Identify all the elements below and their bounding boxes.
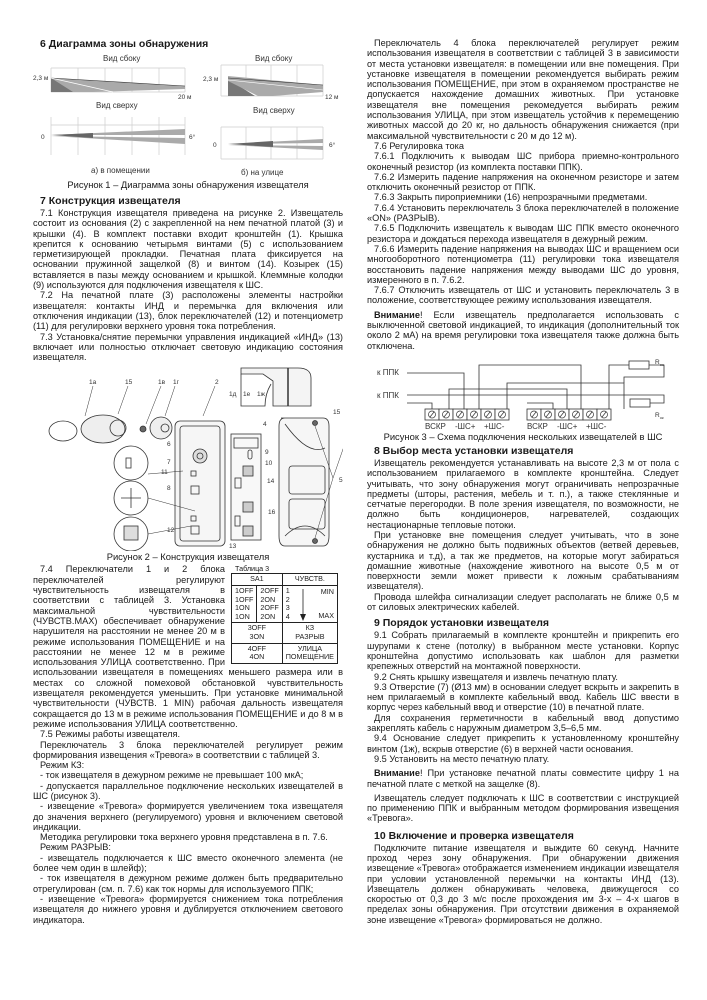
paragraph-7-5: 7.5 Режимы работы извещателя. [40,729,181,740]
warning-label: Внимание [374,768,420,779]
construction-labels [33,366,343,551]
section-8-para: При установке вне помещения следует учитывать, что в зоне обнаружения не должно быть подвижных объектов (ветвей деревьев, кустарника и т.д), а так же предметов, на которые могут забираться домашние животные (нахождение животного на высоте 0,5 м от поверхности земли может привести к ложным срабатываниям извещателя). [367,529,679,592]
method-note: Методика регулировки тока верхнего уровня представлена в п. 7.6. [40,832,328,843]
section-9-title: 9 Порядок установки извещателя [374,617,550,630]
indoor-subcaption: а) в помещении [91,166,150,175]
terminal-label: -ШС+ [455,421,476,429]
resistor-label-1: $R_{ок}$ [655,358,664,367]
end-resistor-2 [630,399,650,407]
step-7-6-4: 7.6.4 Установить переключатель 3 блока переключателей в положение «ON» (РАЗРЫВ). [367,202,679,224]
terminal-labels-2 [527,422,607,429]
resistor-label-2: $R_{ок}$ [655,411,664,420]
outdoor-top-zone-lower [228,145,323,150]
part-label: 1г [173,379,179,387]
paragraph-7-6: 7.6 Регулировка тока [374,140,464,151]
warning-current [367,310,679,351]
wires [407,365,664,409]
section-8-title: 8 Выбор места установки извещателя [374,444,574,457]
table-row [232,574,338,586]
right-column [367,38,679,925]
paragraph-7-4: 7.4 Переключатели 1 и 2 блока переключателей регулируют чувствительность извещателя в соответствии с таблицей 3. Установка максимальной чувствительности (ЧУВСТВ.MAX) обеспечивает обнаружение нарушителя на расстоянии не менее 20 м в режиме использования ПОМЕЩЕНИЕ и на расстоянии не менее 12 м в режиме использования УЛИЦА соответственно. При использовании извещателя в помещениях меньшего размера или в местах со сложной помеховой обстановкой чувствительность извещателя рекомендуется уменьшить. При установке минимальной чувствительности (ЧУВСТВ. 1 MIN) рабочая дальность извещателя сокращается до 13 м в режиме использования ПОМЕЩЕНИЕ и до 8 м в режиме использования УЛИЦА соответственно. [33,564,343,729]
terminal-label: +ШС- [586,421,607,429]
part-label: 1а [89,379,97,387]
indoor-origin-label: 0 [41,134,45,141]
terminal-label: +ШС- [484,421,505,429]
section-10-title: 10 Включение и проверка извещателя [374,829,574,842]
part-label: 6 [167,441,171,449]
step-7-6-7: 7.6.7 Отключить извещатель от ШС и установить переключатель 3 в положение, соответствующее режиму использования извещателя. [367,285,679,306]
section-10-para: Подключите питание извещателя и выждите 60 секунд. Начните проход через зону обнаружения. При обнаружении движения извещение «Тревога» отображается изменением индикации извещателя при условии установленной перемычки на контакты ИНД (13). Извещатель должен обнаруживать человека, движущегося со скоростью от 0,3 до 3 м/с после прохождения им 3-х – 4-х шагов в пределах зоны обнаружения. При отсутствии движения в охраняемой зоне извещение «Тревога» формироваться не должно. [367,842,679,925]
part-label: 8 [167,485,171,493]
indoor-angle-label: 6° [189,134,196,141]
table-row [232,586,338,623]
section-8-para: Извещатель рекомендуется устанавливать на высоте 2,3 м от пола с использованием прилагаемого в комплекте кронштейна. Следует учитывать, что зону обнаружения могут ограничивать непрозрачные предметы (шторы, растения, мебель и т. п.), а также стеклянные и сетчатые перегородки. В поле зрения извещателя, по возможности, не должно быть кондиционеров, нагревателей, создающих нестационарные тепловые потоки. [367,457,679,530]
table-3-wrapper [231,564,343,663]
outdoor-height-label: 2,3 м [203,76,219,83]
terminal-labels-1 [425,422,505,429]
mode-break-item: - извещение «Тревога» формируется снижением тока потребления извещателя до нижнего уровня и дублируется отключением светового индикатора. [33,893,343,925]
to-ppk-label-1: к ППК [377,367,399,377]
outdoor-range-label: 12 м [325,94,339,101]
terminal-label: ВСКР [425,421,446,429]
part-label: 15 [333,409,341,417]
outdoor-top-view-label: Вид сверху [253,106,295,115]
warning-text: ! Если извещатель предполагается использовать с выключенной световой индикацией, то индикация (дополнительный ток около 2 мА) на время регулировки тока извещателя также должна быть отключена. [367,309,679,351]
mode-break-item: - ток извещателя в дежурном режиме должен быть предварительно отрегулирован (см. п. 7.6) как ток нормы для используемого ППК; [33,873,343,894]
part-label: 16 [268,509,276,517]
end-resistor-1 [629,361,649,369]
part-label: 1е [243,391,251,399]
section-8-para: Провода шлейфа сигнализации следует располагать не ближе 0,5 м от силовых электрических кабелей. [367,591,679,613]
outdoor-subcaption: б) на улице [241,168,284,177]
terminal-block-1 [425,409,509,420]
table-cell-sw2: 2OFF 2ON 2OFF 2ON [257,586,282,623]
terminal-label: -ШС+ [557,421,578,429]
step-7-6-6: 7.6.6 Измерить падение напряжения на выводах ШС и вращением оси многооборотного потенциометра (11) регулировки тока извещателя восстановить падение напряжения между выводами ШС до уровня, измеренного в п. 7.6.2. [367,243,679,285]
table-cell-mode3: КЗ РАЗРЫВ [282,623,337,643]
mode-break-item: - извещатель подключается к ШС вместо оконечного элемента (не более чем один в шлейф); [33,852,343,874]
section-7-title: 7 Конструкция извещателя [40,195,181,207]
part-label: 1в [158,379,166,387]
table-row [232,643,338,663]
step-7-6-1: 7.6.1 Подключить к выводам ШС прибора приемно-контрольного оконечный резистор (из комплекта поставки ППК). [367,151,679,172]
section-6-title: 6 Диаграмма зоны обнаружения [40,38,209,50]
part-label: 5 [339,477,343,485]
indoor-top-zone-lower [51,136,185,144]
part-label: 11 [161,469,168,477]
figure-3-caption: Рисунок 3 – Схема подключения нескольких извещателей в ШС [383,430,663,442]
mode-kz-item: - ток извещателя в дежурном режиме не превышает 100 мкА; [40,770,304,781]
section-9-para: Для сохранения герметичности в кабельный ввод допустимо закреплять кабель с наружным диаметром 3,5–6,5 мм. [367,712,679,734]
left-column [33,38,343,925]
terminal-label: ВСКР [527,421,548,429]
paragraph-switch-4: Переключатель 4 блока переключателей регулирует режим использования извещателя в соответствии с таблицей 3 в зависимости от места установки извещателя: в помещении или вне помещения. При установке извещателя в помещении рекомендуется выбирать режим использования ПОМЕЩЕНИЕ, при этом в охраняемом пространстве не допускается нахождение домашних животных. При установке извещателя вне помещения рекомедуется выбирать режим использования УЛИЦА, при этом извещатель устойчив к перемещению животных массой до 20 кг, но дальность обнаружения снижается (при максимальной чувствительности с 20 м до 12 м). [367,38,679,141]
section-9-final: Извещатель следует подключать к ШС в соответствии с инструкцией по применению ППК и выбранным методом формирования извещения «Тревога». [367,792,679,824]
paragraph-7-5-mode: Переключатель 3 блока переключателей регулирует режим формирования извещения «Тревога» в соответствии с таблицей 3. [33,739,343,760]
figure-1-detection-zone [33,51,343,201]
part-label: 7 [167,459,171,467]
mode-kz-item: - извещение «Тревога» формируется увеличением тока извещателя до значения верхнего (регулируемого) уровня и включением световой индикации. [33,801,343,832]
sens-max-label: MAX [318,610,334,620]
part-label: 15 [125,379,133,387]
indoor-height-label: 2,3 м [33,75,49,82]
step-7-6-3: 7.6.3 Закрыть пироприемники (16) непрозрачными предметами. [374,192,648,203]
outdoor-side-view-label: Вид сбоку [255,54,293,63]
table-cell-mode4: УЛИЦА ПОМЕЩЕНИЕ [282,643,337,663]
figure-2-caption: Рисунок 2 – Конструкция извещателя [106,551,270,563]
sens-min-label: MIN [320,587,334,597]
outdoor-origin-label: 0 [213,142,217,149]
terminal-block-2 [527,409,611,420]
table-cell-sw4: 4OFF 4ON [232,643,283,663]
wiring-diagram [367,355,679,429]
table-header-sens: ЧУВСТВ. [282,574,337,586]
indoor-range-label: 20 м [178,94,192,101]
indoor-top-view-label: Вид сверху [96,101,138,110]
section-9-para: 9.4 Основание следует прикрепить к установленному кронштейну винтом (1ж), вскрыв отверстие (6) в верхней части основания. [367,733,679,754]
figure-3-wiring [367,355,679,441]
table-row [232,623,338,643]
table-cell-sw1: 1OFF 1OFF 1ON 1ON [232,586,257,623]
warning-text: ! При установке печатной платы совместите цифру 1 на печатной плате с меткой на защелке (8). [367,768,679,789]
part-label: 13 [229,543,237,551]
part-label: 10 [265,460,273,468]
table-cell-sw3: 3OFF 3ON [232,623,283,643]
part-label: 4 [263,421,267,429]
figure-2-construction [33,366,343,564]
step-7-6-5: 7.6.5 Подключить извещатель к выводам ШС ППК вместо оконечного резистора и дождаться перехода извещателя в дежурный режим. [367,223,679,244]
figure-1-caption: Рисунок 1 – Диаграмма зоны обнаружения извещателя [67,179,309,190]
warning-label: Внимание [374,309,420,320]
section-9-para: 9.3 Отверстие (7) (Ø13 мм) в основании следует вскрыть и закрепить в нем прилагаемый в комплекте кабельный ввод. Кабель ШС ввести в корпус через кабельный ввод и отверстие (10) в печатной плате. [367,681,679,713]
outdoor-angle-label: 6° [329,142,336,149]
table-cell-sensitivity: 1 2 3 4 MIN MAX [282,586,337,623]
section-9-para: 9.1 Собрать прилагаемый в комплекте кронштейн и прикрепить его шурупами к стене (потолку) в выбранном месте установки. Корпус кронштейна допустимо использовать как шаблон для разметки крепежных отверстий на монтажной поверхности. [367,630,679,672]
paragraph-7-1: 7.1 Конструкция извещателя приведена на рисунке 2. Извещатель состоит из основания (2) с закрепленной на нем печатной платой (3) и крышки (4). В комплект поставки входит кронштейн (1). Крышка крепится к основанию четырьмя винтами (5) с использованием герметизирующей прокладки. Печатная плата фиксируется на основании пружинной защелкой (8) и винтом (14). Козырек (15) вставляется в пазы между основанием и крышкой. Клеммные колодки (9) используются для подключения извещателя к ШС. [33,208,343,291]
table-3-title: Таблица 3 [235,564,270,574]
part-label: 1д [229,391,237,399]
table-3 [231,573,338,663]
part-label: 12 [167,527,175,535]
section-9-para: 9.5 Установить на место печатную плату. [374,753,550,764]
mode-break-title: Режим РАЗРЫВ: [40,842,111,853]
part-label: 2 [215,379,219,387]
indoor-side-view-label: Вид сбоку [103,54,141,63]
mode-kz-item: - допускается параллельное подключение нескольких извещателей в ШС (рисунок 3). [33,780,343,801]
part-label: 1ж [257,391,265,399]
step-7-6-2: 7.6.2 Измерить падение напряжения на оконечном резисторе и затем отключить оконечный резистор от ППК. [367,171,679,193]
arrow-down-icon [300,589,306,621]
sensitivity-block [33,564,343,729]
section-9-para: 9.2 Снять крышку извещателя и извлечь печатную плату. [374,671,618,682]
part-label: 9 [265,449,269,457]
part-label: 14 [267,478,275,486]
table-header-sa1: SA1 [232,574,283,586]
mode-kz-title: Режим КЗ: [40,760,85,771]
warning-pcb [367,768,679,789]
paragraph-7-3: 7.3 Установка/снятие перемычки управления индикацией «ИНД» (13) включает или полностью отключает световую индикацию состояния извещателя. [33,331,343,363]
to-ppk-label-2: к ППК [377,390,399,400]
paragraph-7-2: 7.2 На печатной плате (3) расположены элементы настройки извещателя: контакты ИНД и перемычка для включения или отключения индикации (13), блок переключателей (12) и потенциометр (11) для регулировки верхнего уровня тока потребления. [33,290,343,332]
